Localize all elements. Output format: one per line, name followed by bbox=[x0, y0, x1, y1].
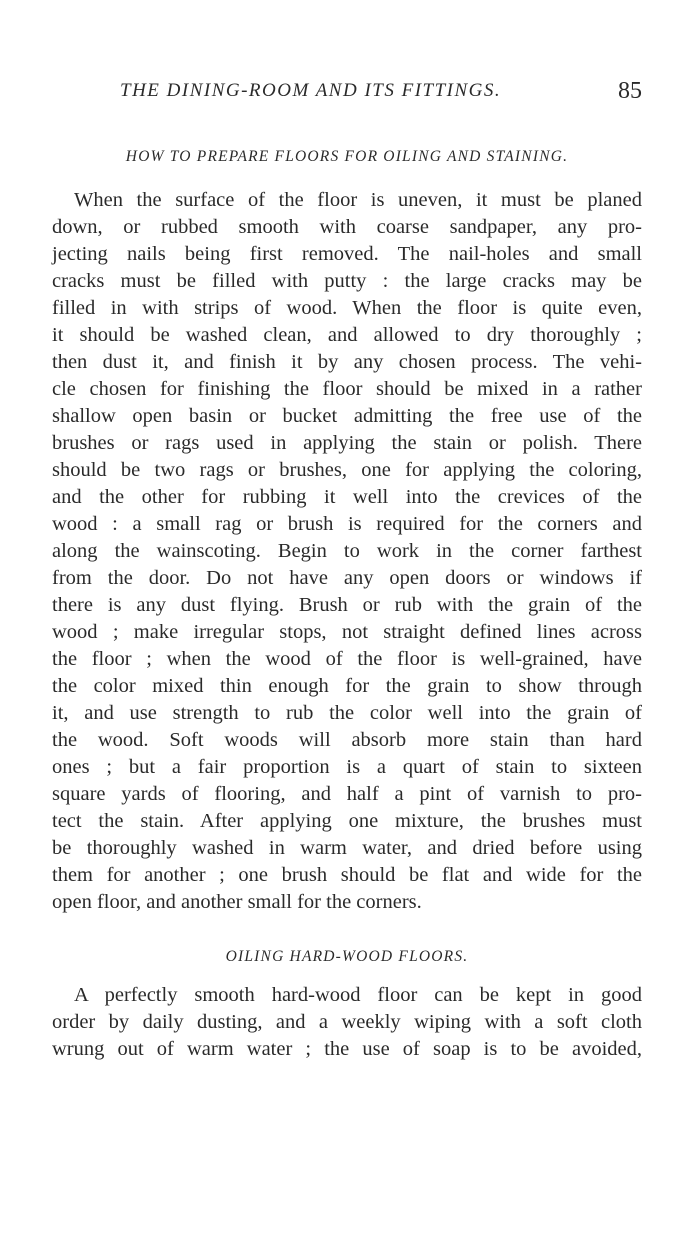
text-line: should be two rags or brushes, one for applying the coloring, bbox=[52, 459, 642, 481]
paragraph bbox=[52, 187, 642, 916]
text-line: it, and use strength to rub the color well into the grain of bbox=[52, 702, 642, 724]
page-number: 85 bbox=[618, 78, 642, 104]
text-line: square yards of flooring, and half a pint of varnish to pro- bbox=[52, 783, 642, 805]
text-line: down, or rubbed smooth with coarse sandpaper, any pro- bbox=[52, 216, 642, 238]
section-heading: OILING HARD-WOOD FLOORS. bbox=[225, 948, 469, 965]
running-head-title: THE DINING-ROOM AND ITS FITTINGS. bbox=[120, 80, 502, 101]
text-line: wood : a small rag or brush is required for the corners and bbox=[52, 513, 642, 535]
text-line: ones ; but a fair proportion is a quart of stain to sixteen bbox=[52, 756, 642, 778]
text-line: cracks must be filled with putty : the large cracks may be bbox=[52, 270, 642, 292]
text-line: the color mixed thin enough for the grain to show through bbox=[52, 675, 642, 697]
text-line: there is any dust flying. Brush or rub with the grain of the bbox=[52, 594, 642, 616]
text-line: then dust it, and finish it by any chosen process. The vehi- bbox=[52, 351, 642, 373]
text-line: it should be washed clean, and allowed to dry thoroughly ; bbox=[52, 324, 642, 346]
text-line: shallow open basin or bucket admitting the free use of the bbox=[52, 405, 642, 427]
text-line: brushes or rags used in applying the stain or polish. There bbox=[52, 432, 642, 454]
text-line: order by daily dusting, and a weekly wiping with a soft cloth bbox=[52, 1011, 642, 1033]
section-heading: HOW TO PREPARE FLOORS FOR OILING AND STAINING. bbox=[125, 148, 569, 165]
paragraph bbox=[52, 982, 642, 1063]
text-line: from the door. Do not have any open doors or windows if bbox=[52, 567, 642, 589]
text-line: tect the stain. After applying one mixture, the brushes must bbox=[52, 810, 642, 832]
text-line: wood ; make irregular stops, not straight defined lines across bbox=[52, 621, 642, 643]
text-line: along the wainscoting. Begin to work in the corner farthest bbox=[52, 540, 642, 562]
text-line: the wood. Soft woods will absorb more stain than hard bbox=[52, 729, 642, 751]
text-line: cle chosen for finishing the floor should be mixed in a rather bbox=[52, 378, 642, 400]
text-line: When the surface of the floor is uneven, it must be planed bbox=[74, 189, 642, 211]
text-line: open floor, and another small for the corners. bbox=[52, 891, 422, 913]
running-head bbox=[52, 80, 642, 110]
text-line: filled in with strips of wood. When the floor is quite even, bbox=[52, 297, 642, 319]
text-line: wrung out of warm water ; the use of soap is to be avoided, bbox=[52, 1038, 642, 1060]
text-line: jecting nails being first removed. The nail-holes and small bbox=[52, 243, 642, 265]
text-line: them for another ; one brush should be flat and wide for the bbox=[52, 864, 642, 886]
text-line: A perfectly smooth hard-wood floor can be kept in good bbox=[74, 984, 642, 1006]
text-line: and the other for rubbing it well into the crevices of the bbox=[52, 486, 642, 508]
text-line: be thoroughly washed in warm water, and dried before using bbox=[52, 837, 642, 859]
text-line: the floor ; when the wood of the floor is well-grained, have bbox=[52, 648, 642, 670]
